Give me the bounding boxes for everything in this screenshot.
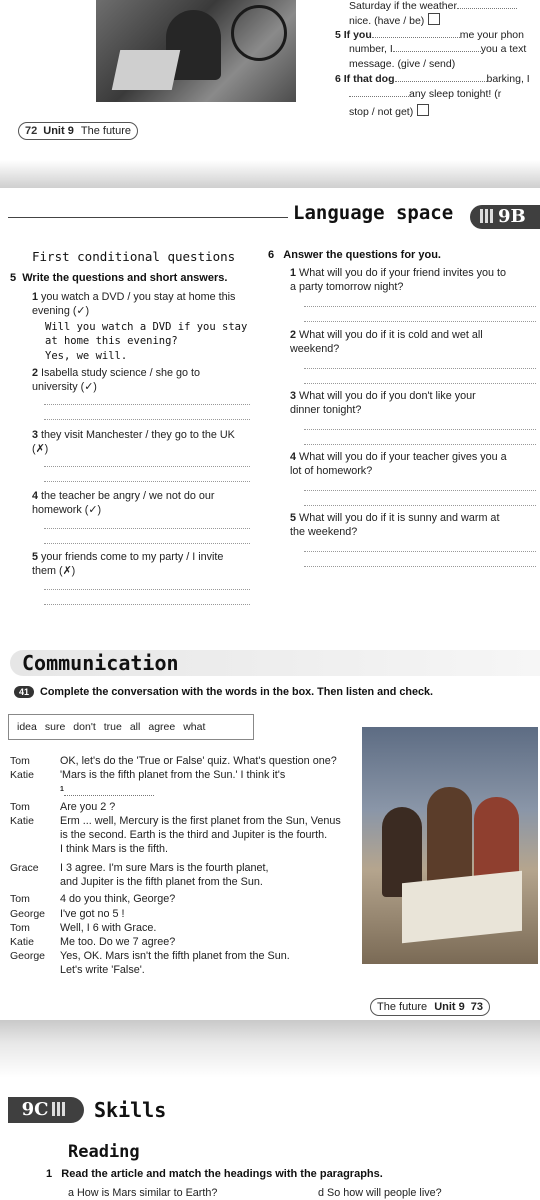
speaker: Katie bbox=[10, 936, 34, 948]
answer-line[interactable] bbox=[304, 566, 536, 567]
dialogue-line: I think Mars is the fifth. bbox=[60, 843, 169, 855]
ex6-item-4: 4 What will you do if your teacher gives you a lot of homework? bbox=[290, 451, 507, 477]
ex6-item-1: 1 What will you do if your friend invites you to a party tomorrow night? bbox=[290, 267, 507, 293]
dialogue-line: OK, let's do the 'True or False' quiz. What's question one? bbox=[60, 755, 337, 767]
ex-text: Saturday if the weather bbox=[349, 0, 517, 13]
communication-instruction: 41 Complete the conversation with the words in the box. Then listen and check. bbox=[14, 686, 433, 698]
page-gap bbox=[0, 1020, 540, 1078]
word-box: idea sure don't true all agree what bbox=[8, 714, 254, 740]
answer-line[interactable] bbox=[304, 321, 536, 322]
answer-line[interactable] bbox=[304, 368, 536, 369]
heading-a: a How is Mars similar to Earth? bbox=[68, 1187, 218, 1199]
speaker: George bbox=[10, 950, 46, 962]
communication-title: Communication bbox=[22, 651, 179, 675]
dialogue-line: I've got no 5 ! bbox=[60, 908, 125, 920]
answer-line[interactable] bbox=[44, 528, 250, 529]
answer-line[interactable] bbox=[304, 490, 536, 491]
dialogue-line: is the second. Earth is the third and Jupiter is the fourth. bbox=[60, 829, 328, 841]
ex6-item-2: 2 What will you do if it is cold and wet all weekend? bbox=[290, 329, 483, 355]
page-footer: 72 Unit 9 The future bbox=[18, 122, 138, 140]
ex-text: 6 If that dog barking, I bbox=[335, 73, 530, 85]
unit-tag: 9B bbox=[470, 205, 540, 229]
answer-line[interactable] bbox=[304, 505, 536, 506]
checkbox[interactable] bbox=[417, 104, 429, 116]
ex5-handwritten-short-answer: Yes, we will. bbox=[45, 350, 128, 362]
ex6-item-3: 3 What will you do if you don't like your dinner tonight? bbox=[290, 390, 476, 416]
dialogue-line: Are you 2 ? bbox=[60, 801, 116, 813]
answer-line[interactable] bbox=[304, 551, 536, 552]
answer-line[interactable] bbox=[304, 429, 536, 430]
audio-track-icon[interactable]: 41 bbox=[14, 686, 34, 698]
answer-line[interactable] bbox=[304, 444, 536, 445]
ex5-item-2: 2 Isabella study science / she go to university (✓) bbox=[32, 367, 201, 393]
speaker: Tom bbox=[10, 922, 30, 934]
ex-text: message. (give / send) bbox=[349, 58, 456, 70]
heading-d: d So how will people live? bbox=[318, 1187, 442, 1199]
ex5-item-5: 5 your friends come to my party / I invite them (✗) bbox=[32, 551, 224, 577]
checkbox[interactable] bbox=[428, 13, 440, 25]
answer-line[interactable] bbox=[44, 404, 250, 405]
exercise-1-instruction: 1 Read the article and match the headings with the paragraphs. bbox=[46, 1168, 383, 1180]
answer-line[interactable] bbox=[44, 481, 250, 482]
ex5-item-4: 4 the teacher be angry / we not do our homework (✓) bbox=[32, 490, 215, 516]
page-footer: The future Unit 9 73 bbox=[370, 998, 490, 1016]
speaker: Tom bbox=[10, 893, 30, 905]
dialogue-line: 'Mars is the fifth planet from the Sun.' I think it's bbox=[60, 769, 286, 781]
page-72 bbox=[0, 0, 540, 160]
grid-icon bbox=[480, 209, 494, 223]
banner-rule bbox=[8, 217, 288, 218]
page-9c bbox=[0, 1078, 540, 1200]
ex5-item-1: 1 you watch a DVD / you stay at home this evening (✓) bbox=[32, 291, 236, 317]
ex-text: 5 If you me your phon bbox=[335, 29, 524, 41]
speaker: Tom bbox=[10, 755, 30, 767]
dialogue-line: Erm ... well, Mercury is the first planet from the Sun, Venus bbox=[60, 815, 341, 827]
grid-icon bbox=[52, 1102, 66, 1116]
page-gap bbox=[0, 160, 540, 188]
unit-tag: 9C bbox=[8, 1097, 84, 1123]
gap-1[interactable]: 1 bbox=[60, 783, 154, 800]
banner-title: Language space bbox=[293, 202, 454, 224]
exercise-6-instruction: 6 Answer the questions for you. bbox=[268, 249, 441, 261]
ex-text: any sleep tonight! (r bbox=[349, 88, 501, 101]
answer-line[interactable] bbox=[44, 589, 250, 590]
dialogue-line: and Jupiter is the fifth planet from the Sun. bbox=[60, 876, 263, 888]
dialogue-line: I 3 agree. I'm sure Mars is the fourth planet, bbox=[60, 862, 269, 874]
dialogue-line: Yes, OK. Mars isn't the fifth planet from the Sun. bbox=[60, 950, 290, 962]
ex5-handwritten-answer: Will you watch a DVD if you stay at home this evening? bbox=[45, 321, 248, 347]
speaker: Katie bbox=[10, 769, 34, 781]
answer-line[interactable] bbox=[44, 466, 250, 467]
ex-text: nice. (have / be) bbox=[349, 13, 440, 28]
ex5-item-3: 3 they visit Manchester / they go to the UK (✗) bbox=[32, 429, 235, 455]
answer-line[interactable] bbox=[44, 543, 250, 544]
speaker: George bbox=[10, 908, 46, 920]
dialogue-line: Let's write 'False'. bbox=[60, 964, 145, 976]
answer-line[interactable] bbox=[44, 604, 250, 605]
speaker: Tom bbox=[10, 801, 30, 813]
teens-photo bbox=[362, 727, 538, 964]
answer-line[interactable] bbox=[304, 306, 536, 307]
ex6-item-5: 5 What will you do if it is sunny and warm at the weekend? bbox=[290, 512, 500, 538]
ex-text: stop / not get) bbox=[349, 104, 429, 119]
dialogue-line: Me too. Do we 7 agree? bbox=[60, 936, 176, 948]
speaker: Katie bbox=[10, 815, 34, 827]
dialogue-line: 4 do you think, George? bbox=[60, 893, 176, 905]
dialogue-line: Well, I 6 with Grace. bbox=[60, 922, 157, 934]
ex-text: number, I you a text bbox=[349, 43, 527, 55]
section-heading: First conditional questions bbox=[32, 249, 236, 264]
student-photo bbox=[96, 0, 296, 102]
skills-title: Skills bbox=[94, 1098, 167, 1122]
speaker: Grace bbox=[10, 862, 39, 874]
answer-line[interactable] bbox=[304, 383, 536, 384]
reading-heading: Reading bbox=[68, 1142, 140, 1162]
exercise-5-instruction: 5 Write the questions and short answers. bbox=[10, 272, 228, 284]
answer-line[interactable] bbox=[44, 419, 250, 420]
